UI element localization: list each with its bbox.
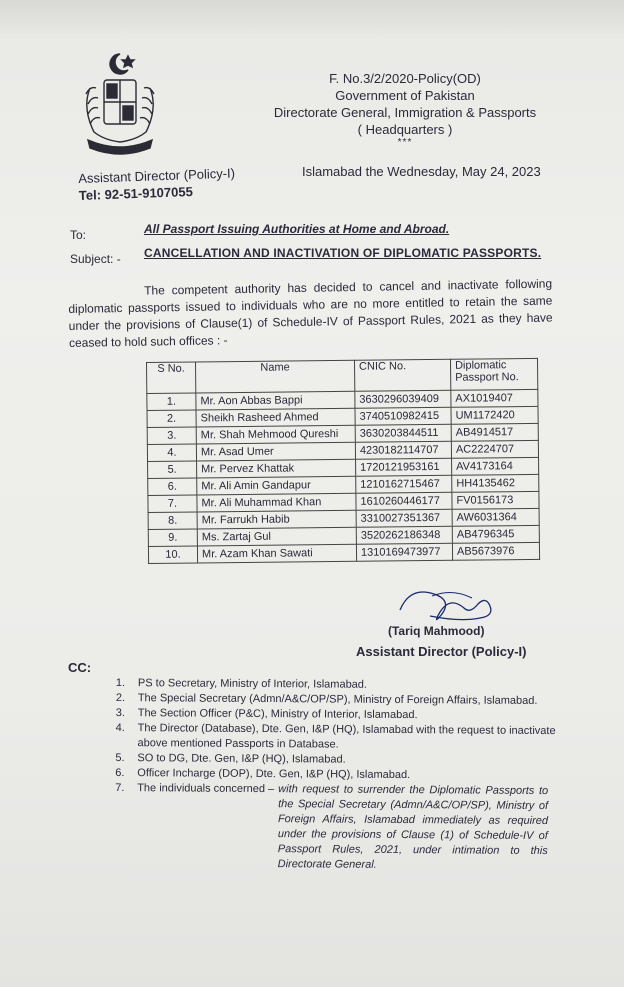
cc-request-text: with request to surrender the Diplomatic Passports to the Special Secretary (Admn/A&C/OP/SP), Ministry of Foreign Affairs, Islamabad immediately as required under the provisions of Clause (1) of Schedule-IV of Passport Rules, 2021, under intimation to this Directorate General.: [277, 783, 549, 871]
cell-cnic: 1310169473977: [356, 543, 452, 561]
cell-name: Ms. Zartaj Gul: [197, 527, 356, 546]
header-stars: ***: [397, 137, 413, 148]
cell-cnic: 3630296039409: [355, 390, 451, 408]
header-sno: S No.: [147, 362, 196, 394]
table-row: [148, 542, 539, 563]
body-text: The competent authority has decided to cancel and inactivate following diplomatic passports issued to individuals who are no more entitled to retain the same under the provisions of Clause(1) of Schedule-IV of Passport Rules, 2021 as they have ceased to hold such offices : -: [68, 276, 553, 350]
cell-cnic: 3740510982415: [355, 407, 451, 425]
cell-passport: AB4796345: [452, 525, 539, 543]
headquarters: ( Headquarters ): [357, 122, 453, 137]
cell-cnic: 3630203844511: [355, 424, 451, 442]
cell-sno: 5.: [148, 461, 197, 479]
cell-passport: AV4173164: [452, 457, 539, 475]
signatory-name: (Tariq Mahmood): [388, 624, 485, 638]
cc-list: [115, 676, 556, 874]
header-name: Name: [196, 360, 355, 393]
cell-sno: 8.: [148, 512, 197, 530]
cell-cnic: 3310027351367: [356, 509, 452, 527]
cc-number: 6.: [115, 766, 125, 780]
signatory-designation: Assistant Director (Policy-I): [356, 644, 527, 659]
cc-number: 7.: [115, 781, 125, 795]
header-cnic: CNIC No.: [354, 359, 450, 391]
cell-name: Mr. Shah Mehmood Qureshi: [196, 425, 355, 444]
cc-text: PS to Secretary, Ministry of Interior, Islamabad.: [137, 677, 368, 691]
directorate-name: Directorate General, Immigration & Passports: [273, 105, 537, 120]
cc-text: The Director (Database), Dte. Gen, I&P (HQ), Islamabad with the request to inactivate above mentioned Passports in Database.: [137, 722, 556, 751]
cell-sno: 9.: [148, 529, 197, 547]
sender-telephone: Tel: 92-51-9107055: [78, 184, 194, 203]
table-header-row: [147, 358, 538, 393]
letter-date: Islamabad the Wednesday, May 24, 2023: [302, 164, 541, 179]
cell-sno: 7.: [148, 495, 197, 513]
cell-passport: AW6031364: [452, 508, 539, 526]
to-label: To:: [70, 228, 87, 242]
cell-name: Mr. Ali Muhammad Khan: [197, 493, 356, 512]
cell-passport: UM1172420: [451, 406, 538, 424]
cell-name: Mr. Ali Amin Gandapur: [197, 476, 356, 495]
to-recipient: All Passport Issuing Authorities at Home and Abroad.: [144, 222, 450, 236]
cc-number: 5.: [115, 751, 125, 765]
cell-sno: 10.: [148, 546, 197, 564]
cc-number: 1.: [115, 677, 126, 690]
cell-sno: 1.: [147, 393, 196, 411]
state-emblem-icon: [76, 48, 164, 158]
cc-label: CC:: [68, 660, 92, 675]
passport-table: [146, 358, 540, 564]
cell-name: Mr. Azam Khan Sawati: [197, 544, 356, 563]
sender-block: [78, 165, 236, 204]
cc-number: 2.: [115, 691, 126, 705]
letter-header: [260, 70, 550, 148]
cc-text: The Section Officer (P&C), Ministry of Interior, Islamabad.: [137, 707, 418, 722]
cc-number: 3.: [115, 706, 125, 720]
cell-name: Sheikh Rasheed Ahmed: [196, 408, 355, 427]
file-number: F. No.3/2/2020-Policy(OD): [329, 71, 481, 86]
header-passport: Diplomatic Passport No.: [450, 358, 537, 390]
cell-passport: AC2224707: [451, 440, 538, 458]
cell-name: Mr. Pervez Khattak: [197, 459, 356, 478]
cell-name: Mr. Farrukh Habib: [197, 510, 356, 529]
cell-sno: 3.: [147, 427, 196, 445]
cell-name: Mr. Aon Abbas Bappi: [196, 391, 355, 410]
subject-label: Subject: -: [70, 252, 121, 266]
sender-designation: Assistant Director (Policy-I): [78, 165, 236, 186]
cc-text: SO to DG, Dte. Gen, I&P (HQ), Islamabad.: [137, 752, 346, 766]
cell-cnic: 4230182114707: [355, 441, 451, 459]
cell-cnic: 1210162715467: [356, 475, 452, 493]
cell-passport: AB5673976: [452, 542, 539, 560]
cell-sno: 2.: [147, 410, 196, 428]
cc-text: The Special Secretary (Admn/A&C/OP/SP), Ministry of Foreign Affairs, Islamabad.: [137, 692, 538, 707]
paper-fold-shadow: [0, 0, 624, 40]
cell-passport: FV0156173: [452, 491, 539, 509]
cell-name: Mr. Asad Umer: [196, 442, 355, 461]
cell-passport: AB4914517: [451, 423, 538, 441]
cell-sno: 6.: [148, 478, 197, 496]
body-paragraph: [68, 276, 553, 352]
list-item: [115, 721, 555, 754]
cell-sno: 4.: [147, 444, 196, 462]
list-item: [115, 781, 556, 874]
cell-cnic: 3520262186348: [356, 526, 452, 544]
cc-text: The individuals concerned –: [137, 782, 275, 796]
cell-cnic: 1720121953161: [355, 458, 451, 476]
cc-number: 4.: [115, 721, 125, 735]
government-name: Government of Pakistan: [335, 88, 475, 103]
cell-cnic: 1610260446177: [356, 492, 452, 510]
cell-passport: AX1019407: [451, 389, 538, 407]
cc-text: Officer Incharge (DOP), Dte. Gen, I&P (HQ), Islamabad.: [137, 767, 411, 782]
cell-passport: HH4135462: [452, 474, 539, 492]
subject-line: CANCELLATION AND INACTIVATION OF DIPLOMATIC PASSPORTS.: [144, 246, 542, 260]
